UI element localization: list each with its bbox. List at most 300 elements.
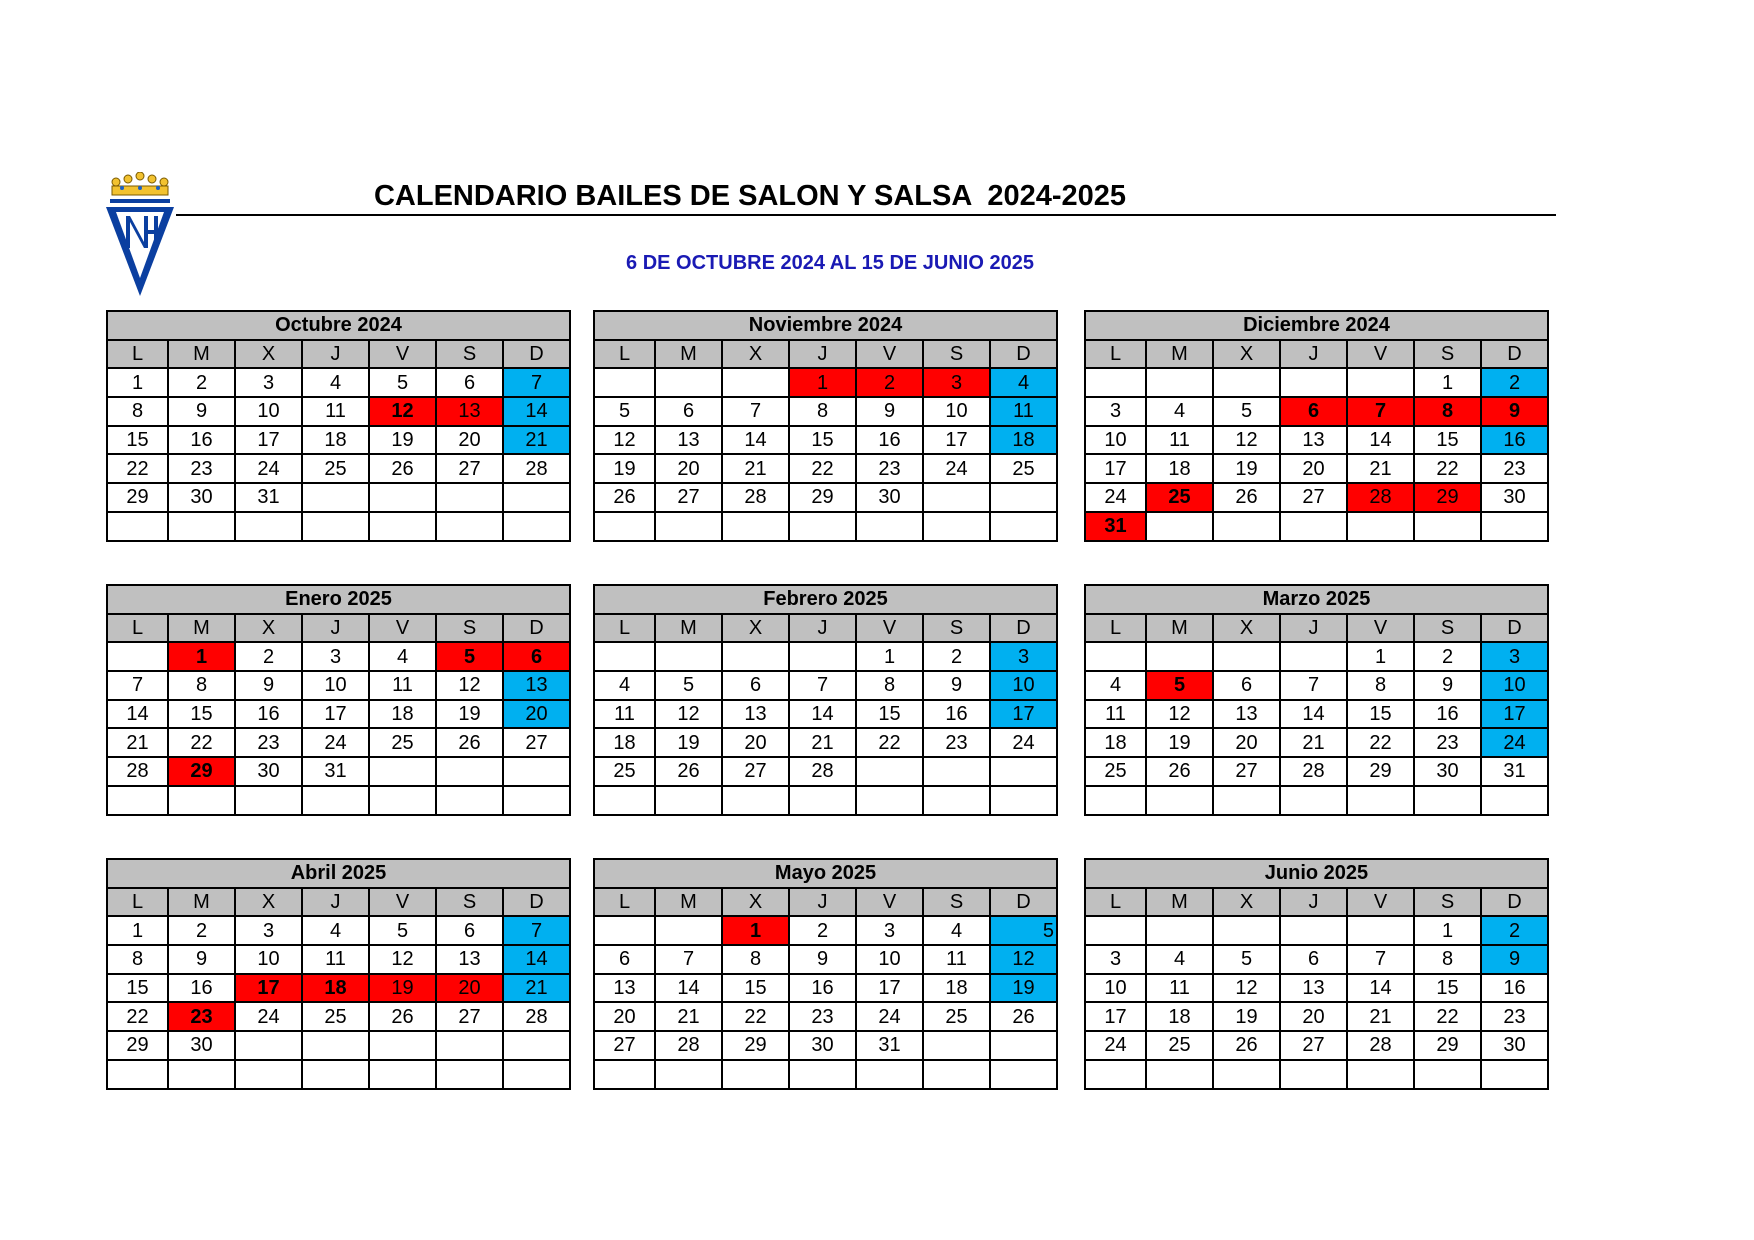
empty-day-cell <box>1280 1060 1347 1089</box>
empty-day-cell <box>1213 642 1280 671</box>
day-cell: 21 <box>1280 728 1347 757</box>
empty-day-cell <box>655 786 722 815</box>
day-cell: 18 <box>1085 728 1146 757</box>
day-cell: 18 <box>594 728 655 757</box>
day-cell: 11 <box>1146 426 1213 455</box>
empty-day-cell <box>1481 1060 1548 1089</box>
empty-day-cell <box>107 1060 168 1089</box>
weekday-header: S <box>923 340 990 369</box>
day-cell: 9 <box>235 671 302 700</box>
empty-day-cell <box>789 786 856 815</box>
day-cell: 26 <box>990 1002 1057 1031</box>
day-cell: 15 <box>856 700 923 729</box>
day-cell: 22 <box>107 1002 168 1031</box>
weekday-header: S <box>923 614 990 643</box>
holiday-day-cell: 5 <box>436 642 503 671</box>
day-cell: 5 <box>1213 397 1280 426</box>
day-cell: 15 <box>107 974 168 1003</box>
weekday-header: D <box>1481 340 1548 369</box>
weekday-header: J <box>789 340 856 369</box>
empty-day-cell <box>990 483 1057 512</box>
day-cell: 1 <box>1414 368 1481 397</box>
day-cell: 27 <box>436 1002 503 1031</box>
day-cell: 12 <box>594 426 655 455</box>
empty-day-cell <box>923 757 990 786</box>
empty-day-cell <box>1085 1060 1146 1089</box>
day-cell: 24 <box>235 1002 302 1031</box>
empty-day-cell <box>503 483 570 512</box>
holiday-day-cell: 8 <box>1414 397 1481 426</box>
day-cell: 23 <box>1414 728 1481 757</box>
day-cell: 18 <box>302 426 369 455</box>
empty-day-cell <box>594 916 655 945</box>
day-cell: 7 <box>655 945 722 974</box>
empty-day-cell <box>436 483 503 512</box>
month-title: Abril 2025 <box>107 859 570 888</box>
day-cell: 1 <box>856 642 923 671</box>
day-cell: 11 <box>923 945 990 974</box>
weekday-header: X <box>1213 614 1280 643</box>
class-day-cell: 17 <box>990 700 1057 729</box>
day-cell: 1 <box>1414 916 1481 945</box>
day-cell: 31 <box>302 757 369 786</box>
day-cell: 15 <box>107 426 168 455</box>
weekday-header: M <box>168 614 235 643</box>
day-cell: 13 <box>655 426 722 455</box>
empty-day-cell <box>722 786 789 815</box>
day-cell: 15 <box>1347 700 1414 729</box>
day-cell: 31 <box>235 483 302 512</box>
empty-day-cell <box>235 1031 302 1060</box>
empty-day-cell <box>369 1060 436 1089</box>
day-cell: 31 <box>856 1031 923 1060</box>
day-cell: 27 <box>503 728 570 757</box>
day-cell: 17 <box>856 974 923 1003</box>
day-cell: 18 <box>1146 1002 1213 1031</box>
weekday-header: J <box>302 614 369 643</box>
empty-day-cell <box>503 1031 570 1060</box>
day-cell: 26 <box>655 757 722 786</box>
day-cell: 16 <box>168 974 235 1003</box>
holiday-day-cell: 29 <box>168 757 235 786</box>
day-cell: 26 <box>1213 483 1280 512</box>
class-day-cell: 12 <box>990 945 1057 974</box>
day-cell: 7 <box>789 671 856 700</box>
empty-day-cell <box>923 1031 990 1060</box>
day-cell: 27 <box>436 454 503 483</box>
empty-day-cell <box>1347 786 1414 815</box>
day-cell: 22 <box>722 1002 789 1031</box>
day-cell: 19 <box>594 454 655 483</box>
day-cell: 20 <box>436 426 503 455</box>
empty-day-cell <box>655 368 722 397</box>
empty-day-cell <box>1481 512 1548 541</box>
holiday-day-cell: 5 <box>1146 671 1213 700</box>
weekday-header: D <box>1481 614 1548 643</box>
holiday-day-cell: 9 <box>1481 397 1548 426</box>
empty-day-cell <box>856 512 923 541</box>
empty-day-cell <box>1347 512 1414 541</box>
weekday-header: J <box>1280 614 1347 643</box>
month-title: Febrero 2025 <box>594 585 1057 614</box>
weekday-header: X <box>722 614 789 643</box>
day-cell: 27 <box>722 757 789 786</box>
day-cell: 31 <box>1481 757 1548 786</box>
weekday-header: J <box>302 340 369 369</box>
holiday-day-cell: 6 <box>1280 397 1347 426</box>
empty-day-cell <box>436 1031 503 1060</box>
day-cell: 6 <box>436 368 503 397</box>
class-day-cell: 7 <box>503 368 570 397</box>
day-cell: 12 <box>1213 974 1280 1003</box>
day-cell: 19 <box>655 728 722 757</box>
empty-day-cell <box>1347 916 1414 945</box>
day-cell: 28 <box>503 1002 570 1031</box>
day-cell: 23 <box>789 1002 856 1031</box>
day-cell: 12 <box>655 700 722 729</box>
empty-day-cell <box>302 1060 369 1089</box>
day-cell: 13 <box>1280 426 1347 455</box>
empty-day-cell <box>594 1060 655 1089</box>
weekday-header: X <box>235 614 302 643</box>
empty-day-cell <box>1414 1060 1481 1089</box>
day-cell: 6 <box>1213 671 1280 700</box>
day-cell: 21 <box>655 1002 722 1031</box>
weekday-header: M <box>655 340 722 369</box>
day-cell: 10 <box>302 671 369 700</box>
class-day-cell: 18 <box>990 426 1057 455</box>
empty-day-cell <box>1347 368 1414 397</box>
day-cell: 17 <box>923 426 990 455</box>
weekday-header: S <box>1414 340 1481 369</box>
day-cell: 17 <box>1085 454 1146 483</box>
empty-day-cell <box>856 786 923 815</box>
weekday-header: V <box>856 340 923 369</box>
holiday-day-cell: 29 <box>1414 483 1481 512</box>
day-cell: 25 <box>302 454 369 483</box>
empty-day-cell <box>369 757 436 786</box>
weekday-header: L <box>107 614 168 643</box>
weekday-header: J <box>789 614 856 643</box>
day-cell: 30 <box>856 483 923 512</box>
day-cell: 21 <box>722 454 789 483</box>
month-calendar <box>593 858 1058 1090</box>
day-cell: 16 <box>923 700 990 729</box>
weekday-header: M <box>168 888 235 917</box>
day-cell: 9 <box>789 945 856 974</box>
day-cell: 10 <box>856 945 923 974</box>
day-cell: 11 <box>1146 974 1213 1003</box>
month-title: Enero 2025 <box>107 585 570 614</box>
weekday-header: V <box>1347 614 1414 643</box>
class-day-cell: 17 <box>1481 700 1548 729</box>
day-cell: 24 <box>1085 1031 1146 1060</box>
day-cell: 6 <box>655 397 722 426</box>
empty-day-cell <box>923 512 990 541</box>
day-cell: 8 <box>1414 945 1481 974</box>
day-cell: 10 <box>923 397 990 426</box>
empty-day-cell <box>655 1060 722 1089</box>
empty-day-cell <box>1213 512 1280 541</box>
weekday-header: L <box>1085 888 1146 917</box>
empty-day-cell <box>722 1060 789 1089</box>
day-cell: 22 <box>1414 454 1481 483</box>
empty-day-cell <box>168 786 235 815</box>
day-cell: 4 <box>594 671 655 700</box>
day-cell: 15 <box>1414 974 1481 1003</box>
club-crest-icon <box>104 172 176 298</box>
weekday-header: V <box>856 614 923 643</box>
class-day-cell: 4 <box>990 368 1057 397</box>
day-cell: 28 <box>1347 1031 1414 1060</box>
day-cell: 28 <box>503 454 570 483</box>
empty-day-cell <box>1146 642 1213 671</box>
day-cell: 15 <box>789 426 856 455</box>
day-cell: 30 <box>168 483 235 512</box>
empty-day-cell <box>1213 786 1280 815</box>
day-cell: 21 <box>1347 1002 1414 1031</box>
day-cell: 15 <box>168 700 235 729</box>
empty-day-cell <box>302 1031 369 1060</box>
weekday-header: D <box>503 614 570 643</box>
day-cell: 21 <box>107 728 168 757</box>
day-cell: 21 <box>1347 454 1414 483</box>
day-cell: 22 <box>789 454 856 483</box>
month-title: Marzo 2025 <box>1085 585 1548 614</box>
day-cell: 29 <box>107 1031 168 1060</box>
day-cell: 23 <box>856 454 923 483</box>
day-cell: 5 <box>369 368 436 397</box>
day-cell: 25 <box>594 757 655 786</box>
empty-day-cell <box>1085 368 1146 397</box>
empty-day-cell <box>436 757 503 786</box>
weekday-header: M <box>1146 340 1213 369</box>
weekday-header: S <box>1414 614 1481 643</box>
empty-day-cell <box>369 512 436 541</box>
empty-day-cell <box>235 1060 302 1089</box>
holiday-day-cell: 20 <box>436 974 503 1003</box>
day-cell: 13 <box>1280 974 1347 1003</box>
day-cell: 30 <box>168 1031 235 1060</box>
day-cell: 8 <box>168 671 235 700</box>
day-cell: 8 <box>856 671 923 700</box>
day-cell: 25 <box>302 1002 369 1031</box>
weekday-header: L <box>107 340 168 369</box>
empty-day-cell <box>436 786 503 815</box>
class-day-cell: 14 <box>503 945 570 974</box>
day-cell: 9 <box>1414 671 1481 700</box>
holiday-day-cell: 2 <box>856 368 923 397</box>
empty-day-cell <box>436 512 503 541</box>
empty-day-cell <box>594 368 655 397</box>
empty-day-cell <box>722 642 789 671</box>
holiday-day-cell: 7 <box>1347 397 1414 426</box>
weekday-header: J <box>302 888 369 917</box>
empty-day-cell <box>655 916 722 945</box>
day-cell: 26 <box>436 728 503 757</box>
day-cell: 4 <box>1146 945 1213 974</box>
day-cell: 7 <box>1347 945 1414 974</box>
class-day-cell: 14 <box>503 397 570 426</box>
empty-day-cell <box>1280 916 1347 945</box>
weekday-header: J <box>1280 340 1347 369</box>
day-cell: 3 <box>302 642 369 671</box>
class-day-cell: 2 <box>1481 916 1548 945</box>
day-cell: 22 <box>1414 1002 1481 1031</box>
day-cell: 16 <box>1481 974 1548 1003</box>
empty-day-cell <box>990 1031 1057 1060</box>
day-cell: 30 <box>235 757 302 786</box>
day-cell: 29 <box>789 483 856 512</box>
holiday-day-cell: 31 <box>1085 512 1146 541</box>
empty-day-cell <box>1280 512 1347 541</box>
weekday-header: L <box>1085 614 1146 643</box>
empty-day-cell <box>369 1031 436 1060</box>
day-cell: 8 <box>107 945 168 974</box>
day-cell: 8 <box>1347 671 1414 700</box>
day-cell: 3 <box>1085 397 1146 426</box>
day-cell: 19 <box>1146 728 1213 757</box>
holiday-day-cell: 19 <box>369 974 436 1003</box>
day-cell: 28 <box>722 483 789 512</box>
day-cell: 24 <box>235 454 302 483</box>
day-cell: 27 <box>1280 483 1347 512</box>
day-cell: 3 <box>235 916 302 945</box>
empty-day-cell <box>594 512 655 541</box>
day-cell: 5 <box>1213 945 1280 974</box>
empty-day-cell <box>1280 786 1347 815</box>
empty-day-cell <box>923 786 990 815</box>
weekday-header: L <box>594 614 655 643</box>
day-cell: 22 <box>168 728 235 757</box>
month-calendar <box>593 584 1058 816</box>
day-cell: 24 <box>990 728 1057 757</box>
day-cell: 5 <box>594 397 655 426</box>
day-cell: 28 <box>107 757 168 786</box>
day-cell: 26 <box>1213 1031 1280 1060</box>
empty-day-cell <box>302 483 369 512</box>
empty-day-cell <box>369 786 436 815</box>
day-cell: 22 <box>107 454 168 483</box>
empty-day-cell <box>1280 368 1347 397</box>
day-cell: 17 <box>235 426 302 455</box>
weekday-header: M <box>1146 614 1213 643</box>
empty-day-cell <box>1146 512 1213 541</box>
weekday-header: M <box>168 340 235 369</box>
weekday-header: M <box>655 614 722 643</box>
empty-day-cell <box>1213 368 1280 397</box>
empty-day-cell <box>436 1060 503 1089</box>
day-cell: 13 <box>722 700 789 729</box>
day-cell: 14 <box>1280 700 1347 729</box>
holiday-day-cell: 13 <box>436 397 503 426</box>
month-title: Noviembre 2024 <box>594 311 1057 340</box>
class-day-cell: 11 <box>990 397 1057 426</box>
empty-day-cell <box>594 786 655 815</box>
day-cell: 12 <box>1213 426 1280 455</box>
empty-day-cell <box>302 786 369 815</box>
weekday-header: J <box>1280 888 1347 917</box>
empty-day-cell <box>990 757 1057 786</box>
day-cell: 30 <box>1414 757 1481 786</box>
weekday-header: X <box>1213 340 1280 369</box>
day-cell: 16 <box>235 700 302 729</box>
class-day-cell: 2 <box>1481 368 1548 397</box>
day-cell: 3 <box>856 916 923 945</box>
weekday-header: L <box>1085 340 1146 369</box>
empty-day-cell <box>1414 512 1481 541</box>
day-cell: 4 <box>302 916 369 945</box>
day-cell: 11 <box>369 671 436 700</box>
day-cell: 18 <box>923 974 990 1003</box>
day-cell: 16 <box>1414 700 1481 729</box>
empty-day-cell <box>1085 786 1146 815</box>
month-calendar <box>1084 310 1549 542</box>
weekday-header: L <box>594 340 655 369</box>
holiday-day-cell: 17 <box>235 974 302 1003</box>
day-cell: 17 <box>1085 1002 1146 1031</box>
holiday-day-cell: 3 <box>923 368 990 397</box>
month-calendar <box>106 310 571 542</box>
class-day-cell: 24 <box>1481 728 1548 757</box>
weekday-header: X <box>722 888 789 917</box>
day-cell: 12 <box>1146 700 1213 729</box>
day-cell: 11 <box>302 397 369 426</box>
day-cell: 7 <box>1280 671 1347 700</box>
day-cell: 4 <box>1085 671 1146 700</box>
day-cell: 23 <box>235 728 302 757</box>
empty-day-cell <box>1213 1060 1280 1089</box>
empty-day-cell <box>1146 368 1213 397</box>
holiday-day-cell: 28 <box>1347 483 1414 512</box>
month-title: Octubre 2024 <box>107 311 570 340</box>
page-title: CALENDARIO BAILES DE SALON Y SALSA 2024-2025 <box>176 176 1556 216</box>
day-cell: 10 <box>235 397 302 426</box>
class-day-cell: 3 <box>1481 642 1548 671</box>
day-cell: 29 <box>722 1031 789 1060</box>
day-cell: 26 <box>369 454 436 483</box>
day-cell: 11 <box>1085 700 1146 729</box>
empty-day-cell <box>1280 642 1347 671</box>
empty-day-cell <box>923 1060 990 1089</box>
class-day-cell: 20 <box>503 700 570 729</box>
month-title: Diciembre 2024 <box>1085 311 1548 340</box>
class-day-cell: 21 <box>503 426 570 455</box>
class-day-cell: 10 <box>1481 671 1548 700</box>
day-cell: 2 <box>168 368 235 397</box>
day-cell: 27 <box>1280 1031 1347 1060</box>
day-cell: 14 <box>722 426 789 455</box>
holiday-day-cell: 12 <box>369 397 436 426</box>
weekday-header: X <box>1213 888 1280 917</box>
day-cell: 20 <box>594 1002 655 1031</box>
weekday-header: L <box>107 888 168 917</box>
empty-day-cell <box>722 368 789 397</box>
day-cell: 20 <box>1213 728 1280 757</box>
weekday-header: M <box>655 888 722 917</box>
weekday-header: S <box>436 340 503 369</box>
empty-day-cell <box>990 786 1057 815</box>
empty-day-cell <box>235 786 302 815</box>
empty-day-cell <box>1213 916 1280 945</box>
empty-day-cell <box>990 1060 1057 1089</box>
class-day-cell: 5 <box>990 916 1057 945</box>
empty-day-cell <box>168 512 235 541</box>
empty-day-cell <box>1347 1060 1414 1089</box>
day-cell: 27 <box>655 483 722 512</box>
weekday-header: V <box>369 340 436 369</box>
day-cell: 16 <box>856 426 923 455</box>
